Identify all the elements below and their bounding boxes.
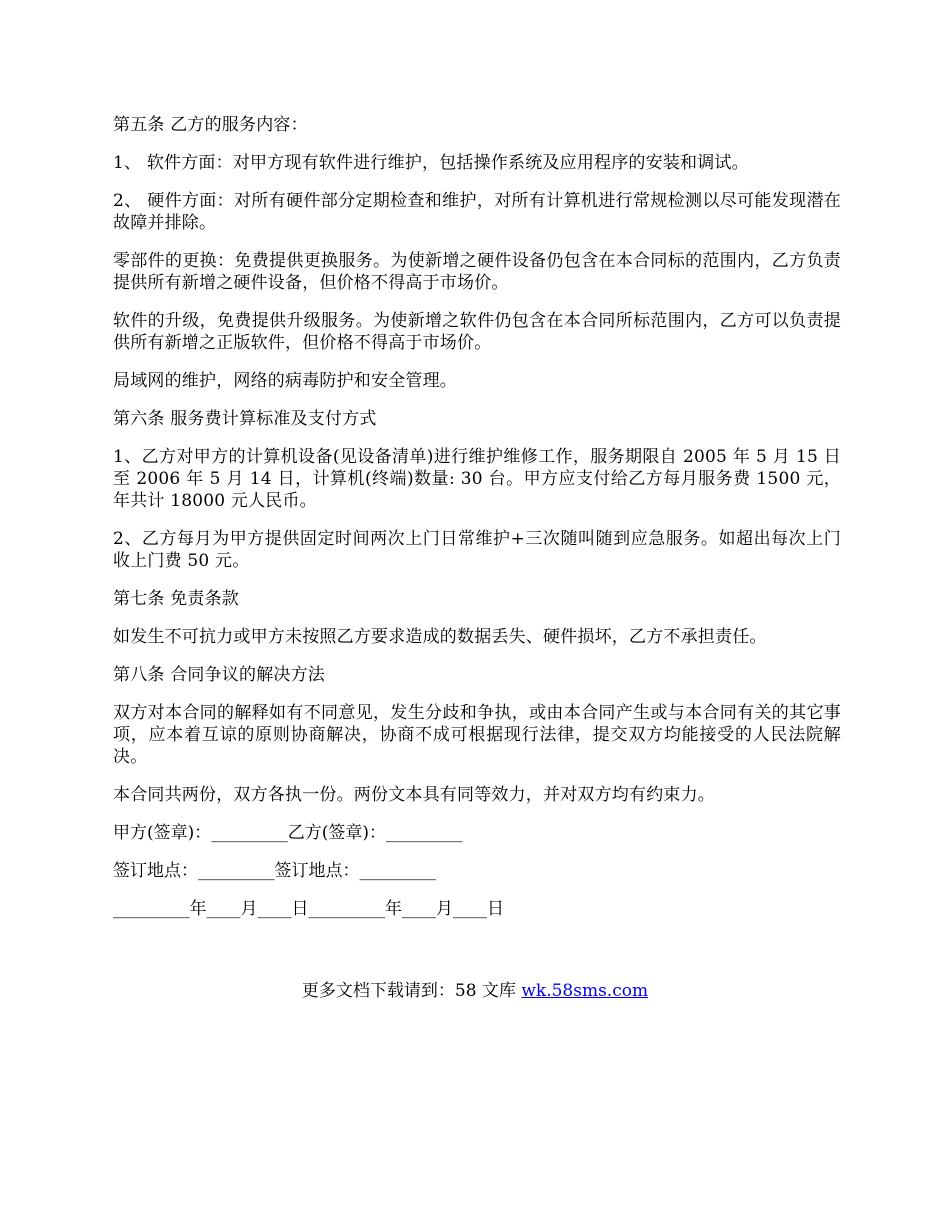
footer-text: 更多文档下载请到：58 文库 <box>301 981 522 1001</box>
clause-parts-replacement: 零部件的更换：免费提供更换服务。为使新增之硬件设备仍包含在本合同标的范围内，乙方负责提供所有新增之硬件设备，但价格不得高于市场价。 <box>113 251 841 293</box>
footer <box>0 980 950 1002</box>
clause-dispute-resolution: 双方对本合同的解释如有不同意见，发生分歧和争执，或由本合同产生或与本合同有关的其它事项，应本着互谅的原则协商解决，协商不成可根据现行法律，提交双方均能接受的人民法院解决。 <box>113 703 841 767</box>
signature-places-line: 签订地点：_________签订地点：_________ <box>113 861 436 881</box>
signature-dates-line: _________年____月____日_________年____月____日 <box>113 899 504 919</box>
article-8-heading: 第八条 合同争议的解决方法 <box>113 665 326 685</box>
clause-software: 1、 软件方面：对甲方现有软件进行维护，包括操作系统及应用程序的安装和调试。 <box>113 153 749 173</box>
clause-software-upgrade: 软件的升级，免费提供升级服务。为使新增之软件仍包含在本合同所标范围内，乙方可以负责提供所有新增之正版软件，但价格不得高于市场价。 <box>113 311 841 353</box>
clause-service-fee: 1、乙方对甲方的计算机设备(见设备清单)进行维护维修工作，服务期限自 2005 年 5 月 15 日至 2006 年 5 月 14 日，计算机(终端)数量: 30 台。甲方应支付给乙方每月服务费 1500 元，年共计 18000 元人民币。 <box>113 447 841 511</box>
signature-parties-line: 甲方(签章)：_________乙方(签章)：_________ <box>113 823 463 843</box>
clause-onsite-visits: 2、乙方每月为甲方提供固定时间两次上门日常维护+三次随叫随到应急服务。如超出每次上门收上门费 50 元。 <box>113 529 841 571</box>
clause-lan-maintenance: 局域网的维护，网络的病毒防护和安全管理。 <box>113 371 457 391</box>
clause-hardware: 2、 硬件方面：对所有硬件部分定期检查和维护，对所有计算机进行常规检测以尽可能发现潜在故障并排除。 <box>113 191 841 233</box>
clause-copies: 本合同共两份，双方各执一份。两份文本具有同等效力，并对双方均有约束力。 <box>113 785 715 805</box>
document-body <box>113 114 841 936</box>
article-5-heading: 第五条 乙方的服务内容： <box>113 115 308 135</box>
footer-link[interactable]: wk.58sms.com <box>521 981 649 1001</box>
article-7-heading: 第七条 免责条款 <box>113 589 240 609</box>
article-6-heading: 第六条 服务费计算标准及支付方式 <box>113 409 377 429</box>
clause-disclaimer: 如发生不可抗力或甲方未按照乙方要求造成的数据丢失、硬件损坏，乙方不承担责任。 <box>113 627 767 647</box>
